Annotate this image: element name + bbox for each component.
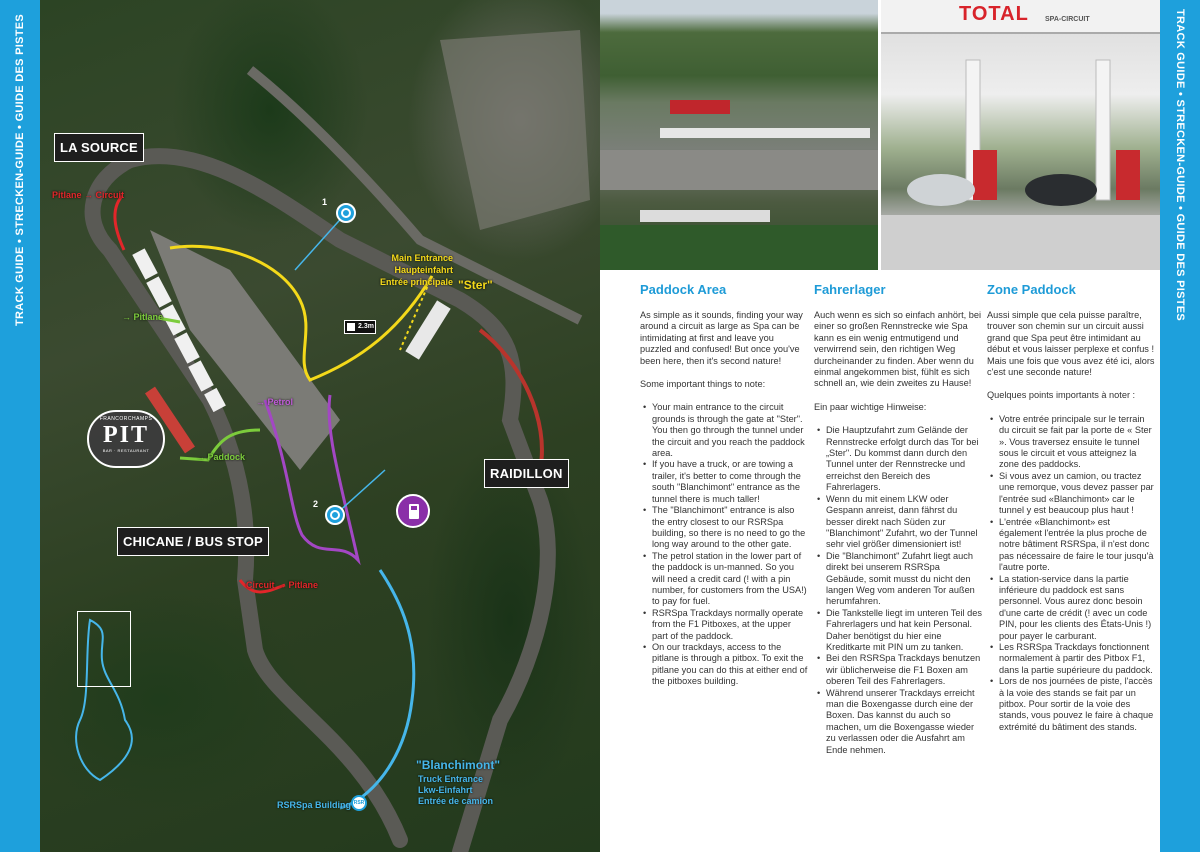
column-english-title: Paddock Area [640, 282, 727, 297]
petrol-station-photo [881, 0, 1160, 270]
left-side-title: TRACK GUIDE • STRECKEN-GUIDE • GUIDE DES PISTES [14, 13, 26, 327]
list-item: • Your main entrance to the circuit grounds is through the gate at "Ster". You then go through the tunnel under the circuit and you reach the paddock area. [652, 402, 808, 459]
column-french-title: Zone Paddock [987, 282, 1076, 297]
marker2-number: 2 [313, 499, 319, 509]
marker1-number: 1 [322, 197, 328, 207]
circuit-pitlane-label: Circuit → Pitlane [246, 580, 319, 590]
list-item: • Les RSRSpa Trackdays fonctionnent normalement à partir des Pitbox F1, dans la partie supérieure du paddock. [999, 642, 1155, 676]
circuit-map [40, 0, 600, 852]
total-brand-text: TOTAL [959, 3, 1029, 25]
truck-entrance-label: Truck Entrance Lkw-Einfahrt Entrée de camion [418, 774, 494, 806]
height-limit-icon [347, 323, 355, 331]
list-item: • La station-service dans la partie inférieure du paddock est sans personnel. Vous aurez donc besoin d'une carte de crédit (! avec un code PIN, pour les clients des États-Unis !) pour payer le carburant. [999, 574, 1155, 642]
corner-label-raidillon: RAIDILLON [484, 459, 569, 488]
list-item: • Si vous avez un camion, ou tractez une remorque, vous devez passer par l'entrée sud «Blanchimont» car le tunnel y est beaucoup plus haut ! [999, 471, 1155, 517]
list-item: • If you have a truck, or are towing a trailer, it's better to come through the south "Blanchimont" entrance as the tunnel there is much taller! [652, 459, 808, 505]
list-item: • Während unserer Trackdays erreicht man die Boxengasse durch eine der Boxen. Das kannst du auch so machen, um die Boxengasse wieder zu verlassen oder die Ausfahrt am Ende nehmen. [826, 688, 982, 756]
pitlane-label: → Pitlane [122, 312, 164, 322]
column-german-note: Ein paar wichtige Hinweise: [814, 401, 927, 412]
route-pitlane-exit [115, 196, 124, 250]
total-sub-text: SPA-CIRCUIT [1045, 16, 1090, 23]
photo1-drawing [600, 0, 878, 270]
column-german [814, 280, 982, 756]
list-item: • L'entrée «Blanchimont» est également l'entrée la plus proche de notre bâtiment RSRSpa, il n'est donc pas nécessaire de faire le tour jusqu'à l'autre porte. [999, 517, 1155, 574]
ster-grandstand [405, 300, 450, 359]
column-french-note: Quelques points importants à noter : [987, 390, 1136, 401]
list-item: • Die Hauptzufahrt zum Gelände der Rennstrecke erfolgt durch das Tor bei „Ster". Du kommst dann durch den Tunnel unter der Rennstrecke und erreichst den Bereich des Fahrerlagers. [826, 425, 982, 493]
height-limit-sign: 2.3m [344, 320, 376, 334]
rsrspa-logo-icon: RSR [351, 795, 367, 811]
list-item: • Votre entrée principale sur le terrain du circuit se fait par la porte de « Ster ». Vous traversez ensuite le tunnel sous le circuit et vous atteignez la zone des paddocks. [999, 414, 1155, 471]
left-side-strip [0, 0, 40, 852]
column-english-list [640, 402, 808, 687]
list-item: • Die Tankstelle liegt im unteren Teil des Fahrerlagers und hat kein Personal. Daher benötigst du hier eine Kreditkarte mit PIN um zu tanken. [826, 608, 982, 654]
corner-label-la-source: LA SOURCE [54, 133, 144, 162]
camera-marker-2-icon [325, 505, 345, 525]
list-item: • Wenn du mit einem LKW oder Gespann anreist, dann fährst du besser direkt nach Süden zur "Blanchimont" Zufahrt, wo der Tunnel sehr viel größer dimensioniert ist! [826, 494, 982, 551]
list-item: • The petrol station in the lower part of the paddock is un-manned. So you will need a credit card (! with a pin number, for customers from the USA!) to pay for fuel. [652, 551, 808, 608]
column-french-list [987, 414, 1155, 733]
rsrspa-building-label: RSRSpa Building [277, 800, 351, 810]
column-english [640, 280, 808, 688]
pitlane-circuit-label: Pitlane → Circuit [52, 190, 125, 200]
column-german-list [814, 425, 982, 756]
column-french-intro: Aussi simple que cela puisse paraître, trouver son chemin sur un circuit aussi grand que Spa peut être intimidant au début et vous laisser perplexe et confus ! Mais une fois que vous avez été ici, alors c'est une seconde nature! [987, 310, 1155, 378]
column-french [987, 280, 1155, 733]
list-item: • On our trackdays, access to the pitlane is through a pitbox. To exit the pitlane you can do this at either end of the pitboxes building. [652, 642, 808, 688]
list-item: • The "Blanchimont" entrance is also the entry closest to our RSRSpa building, so there is no need to go the long way around to the other gate. [652, 505, 808, 551]
column-german-title: Fahrerlager [814, 282, 886, 297]
right-side-title: TRACK GUIDE • STRECKEN-GUIDE • GUIDE DES PISTES [1174, 8, 1186, 322]
list-item: • RSRSpa Trackdays normally operate from the F1 Pitboxes, at the upper part of the paddock. [652, 608, 808, 642]
petrol-label: → Petrol [256, 397, 294, 407]
column-german-intro: Auch wenn es sich so einfach anhört, bei einer so großen Rennstrecke wie Spa kann es ein wenig entmutigend und verwirrend sein, den richtigen Weg durcheinander zu finden. Aber wenn du einmal angekommen bist, fühlt es sich schnell an, wie dein zweites zu Hause! [814, 310, 982, 389]
list-item: • Lors de nos journées de piste, l'accès à la voie des stands se fait par un pitbox. Pour sortir de la voie des stands, vous pouvez le faire à chaque extrémité du bâtiment des stands. [999, 676, 1155, 733]
column-english-intro: As simple as it sounds, finding your way around a circuit as large as Spa can be intimidating at first and leave you puzzled and confused! But once you've been here, then it's second nature! [640, 310, 803, 366]
right-side-strip [1160, 0, 1200, 852]
blanchimont-label: "Blanchimont" [416, 758, 501, 772]
camera-marker-1-icon [336, 203, 356, 223]
corner-label-chicane: CHICANE / BUS STOP [117, 527, 269, 556]
ster-label: "Ster" [458, 278, 493, 292]
inset-frame [77, 611, 131, 687]
paddock-label: → Paddock [196, 452, 246, 462]
column-english-note: Some important things to note: [640, 379, 766, 390]
list-item: • Bei den RSRSpa Trackdays benutzen wir üblicherweise die F1 Boxen am oberen Teil des Fahrerlagers. [826, 653, 982, 687]
parking-area [440, 30, 590, 230]
list-item: • Die "Blanchimont" Zufahrt liegt auch direkt bei unserem RSRSpa Gebäude, somit musst du nicht den langen Weg vom anderen Tor außen herumfahren. [826, 551, 982, 608]
pit-restaurant-logo: FRANCORCHAMPS PIT BAR · RESTAURANT [87, 410, 165, 468]
main-entrance-label: Main Entrance Haupteinfahrt Entrée principale [380, 253, 454, 287]
photo2-drawing [881, 0, 1160, 270]
fuel-pump-icon [396, 494, 430, 528]
paddock-aerial-photo [600, 0, 878, 270]
